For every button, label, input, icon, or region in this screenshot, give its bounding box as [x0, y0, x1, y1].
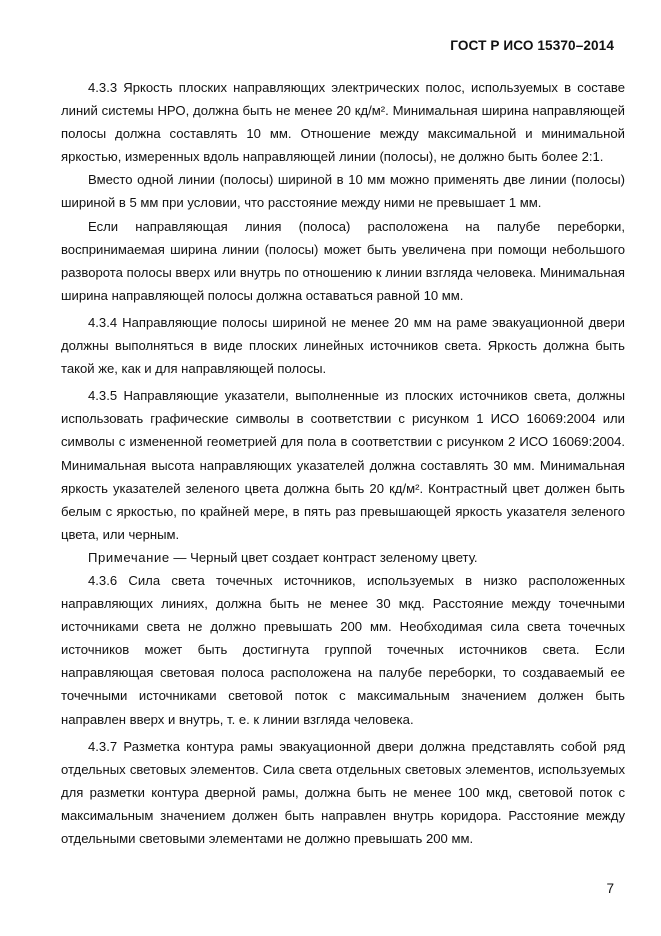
paragraph-4-3-6: 4.3.6 Сила света точечных источников, используемых в низко расположенных направляющих линиях, должна быть не менее 30 мкд. Расстояние между точечными источниками света не должно превышать 200 мм. Необходимая сила света точечных источников может быть достигнута группой точечных источников света. Если направляющая световая полоса расположена на палубе переборки, то создаваемый ее точечными источниками световой поток с максимальным значением должен быть направлен вверх и внутрь, т. е. к линии взгляда человека. [61, 572, 625, 727]
document-body [61, 76, 625, 850]
page-number: 7 [606, 881, 614, 896]
note-label: Примечание [88, 549, 170, 565]
document-header: ГОСТ Р ИСО 15370–2014 [450, 38, 614, 53]
note-paragraph [61, 546, 625, 569]
paragraph-4-3-7: 4.3.7 Разметка контура рамы эвакуационной двери должна представлять собой ряд отдельных световых элементов. Сила света отдельных световых элементов, используемых для разметки контура дверной рамы, должна быть не менее 100 мкд, световой поток с максимальным значением должен быть направлен внутрь коридора. Расстояние между отдельными световыми элементами не должно превышать 200 мм. [61, 738, 625, 846]
note-text: — Черный цвет создает контраст зеленому цвету. [169, 549, 478, 565]
paragraph-deck-line: Если направляющая линия (полоса) расположена на палубе переборки, воспринимаемая ширина линии (полосы) может быть увеличена при помощи небольшого разворота полосы вверх или внутрь по отношению к линии взгляда человека. Минимальная ширина направляющей полосы должна оставаться равной 10 мм. [61, 218, 625, 303]
paragraph-4-3-3: 4.3.3 Яркость плоских направляющих электрических полос, используемых в составе линий системы НРО, должна быть не менее 20 кд/м². Минимальная ширина направляющей полосы должна составлять 10 мм. Отношение между максимальной и минимальной яркостью, измеренных вдоль направляющей линии (полосы), не должно быть более 2:1. [61, 80, 625, 165]
paragraph-4-3-5: 4.3.5 Направляющие указатели, выполненные из плоских источников света, должны использовать графические символы в соответствии с рисунком 1 ИСО 16069:2004 или символы с измененной геометрией для пола в соответствии с рисунком 2 ИСО 16069:2004. Минимальная высота направляющих указателей должна составлять 30 мм. Минимальная яркость указателей зеленого цвета должна быть 20 кд/м². Контрастный цвет должен быть белым с яркостью, по крайней мере, в пять раз превышающей яркость указателя зеленого цвета, или черным. [61, 388, 625, 542]
paragraph-4-3-4: 4.3.4 Направляющие полосы шириной не менее 20 мм на раме эвакуационной двери должны выполняться в виде плоских линейных источников света. Яркость должна быть такой же, как и для направляющей полосы. [61, 314, 625, 377]
paragraph-two-lines: Вместо одной линии (полосы) шириной в 10 мм можно применять две линии (полосы) шириной в 5 мм при условии, что расстояние между ними не превышает 1 мм. [61, 172, 625, 211]
